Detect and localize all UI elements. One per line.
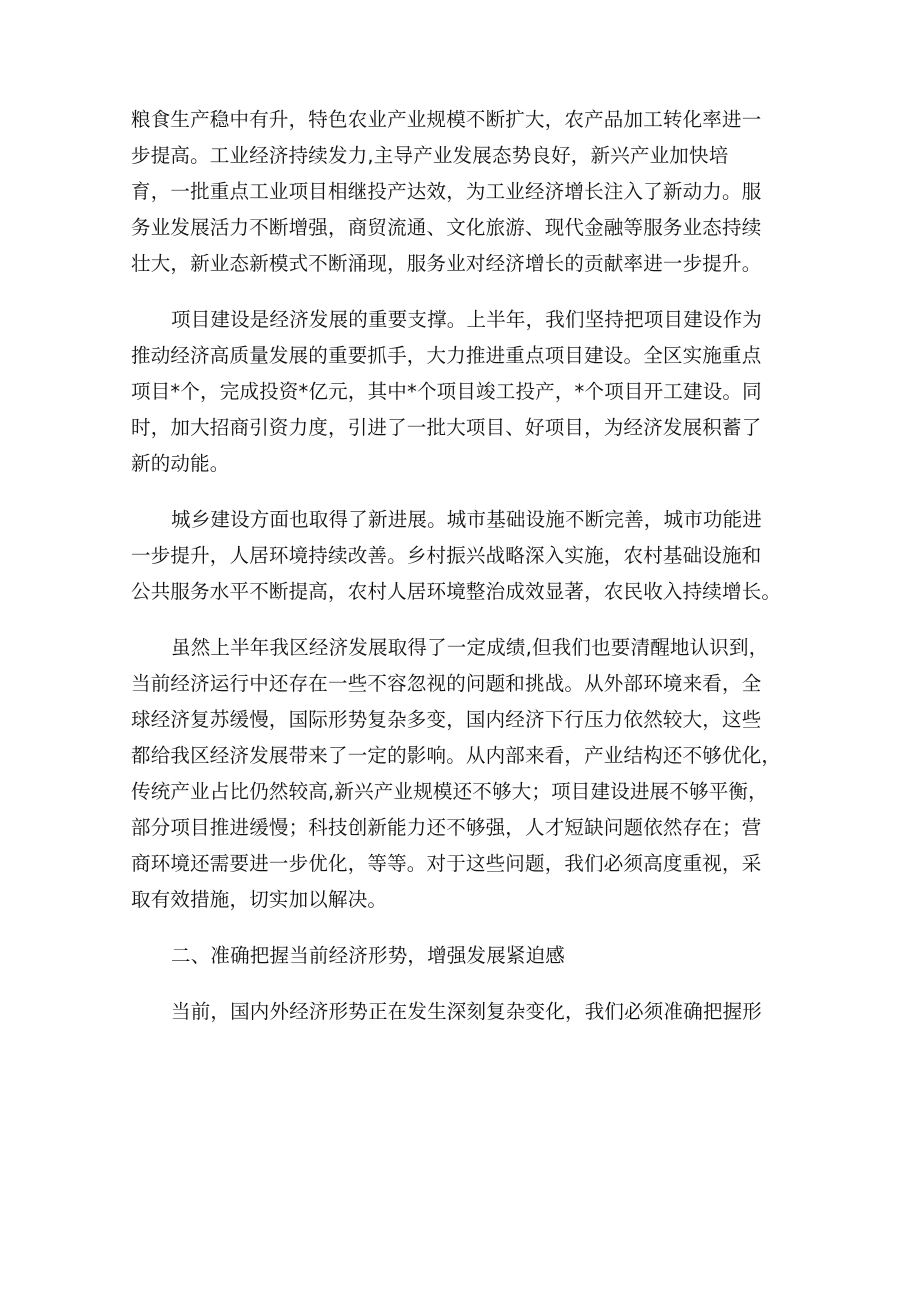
text-line: 项目建设是经济发展的重要支撑。上半年，我们坚持把项目建设作为	[171, 308, 763, 331]
text-line: 取有效措施，切实加以解决。	[131, 888, 388, 911]
text-line: 推动经济高质量发展的重要抓手，大力推进重点项目建设。全区实施重点	[131, 344, 762, 367]
text-line: 壮大，新业态新模式不断涌现，服务业对经济增长的贡献率进一步提升。	[131, 252, 762, 275]
text-line: 当前，国内外经济形势正在发生深刻复杂变化，我们必须准确把握形	[171, 1000, 763, 1023]
text-line: 商环境还需要进一步优化，等等。对于这些问题，我们必须高度重视，采	[131, 852, 762, 875]
text-line: 公共服务水平不断提高，农村人居环境整治成效显著，农民收入持续增长。	[131, 580, 782, 603]
text-line: 部分项目推进缓慢；科技创新能力还不够强，人才短缺问题依然存在；营	[131, 816, 762, 839]
paragraph-current-situation	[131, 994, 791, 1030]
text-line: 都给我区经济发展带来了一定的影响。从内部来看，产业结构还不够优化，	[131, 744, 782, 767]
paragraph-economy-overview	[131, 102, 791, 282]
text-line: 当前经济运行中还存在一些不容忽视的问题和挑战。从外部环境来看，全	[131, 672, 762, 695]
paragraph-project-construction	[131, 302, 791, 482]
paragraph-urban-rural	[131, 502, 791, 610]
text-line: 育，一批重点工业项目相继投产达效，为工业经济增长注入了新动力。服	[131, 180, 762, 203]
document-body	[131, 102, 791, 1050]
text-line: 新的动能。	[131, 452, 230, 475]
text-line: 一步提升，人居环境持续改善。乡村振兴战略深入实施，农村基础设施和	[131, 544, 762, 567]
text-line: 球经济复苏缓慢，国际形势复杂多变，国内经济下行压力依然较大，这些	[131, 708, 762, 731]
text-line: 传统产业占比仍然较高,新兴产业规模还不够大；项目建设进展不够平衡，	[131, 780, 768, 803]
text-line: 项目*个，完成投资*亿元，其中*个项目竣工投产，*个项目开工建设。同	[131, 380, 762, 403]
text-line: 时，加大招商引资力度，引进了一批大项目、好项目，为经济发展积蓄了	[131, 416, 762, 439]
text-line: 步提高。工业经济持续发力,主导产业发展态势良好，新兴产业加快培	[131, 144, 729, 167]
text-line: 虽然上半年我区经济发展取得了一定成绩,但我们也要清醒地认识到，	[171, 636, 769, 659]
text-line: 粮食生产稳中有升，特色农业产业规模不断扩大，农产品加工转化率进一	[131, 108, 762, 131]
text-line: 务业发展活力不断增强，商贸流通、文化旅游、现代金融等服务业态持续	[131, 216, 762, 239]
section-heading: 二、准确把握当前经济形势，增强发展紧迫感	[171, 944, 566, 967]
paragraph-problems-challenges	[131, 630, 791, 918]
text-line: 城乡建设方面也取得了新进展。城市基础设施不断完善，城市功能进	[171, 508, 763, 531]
